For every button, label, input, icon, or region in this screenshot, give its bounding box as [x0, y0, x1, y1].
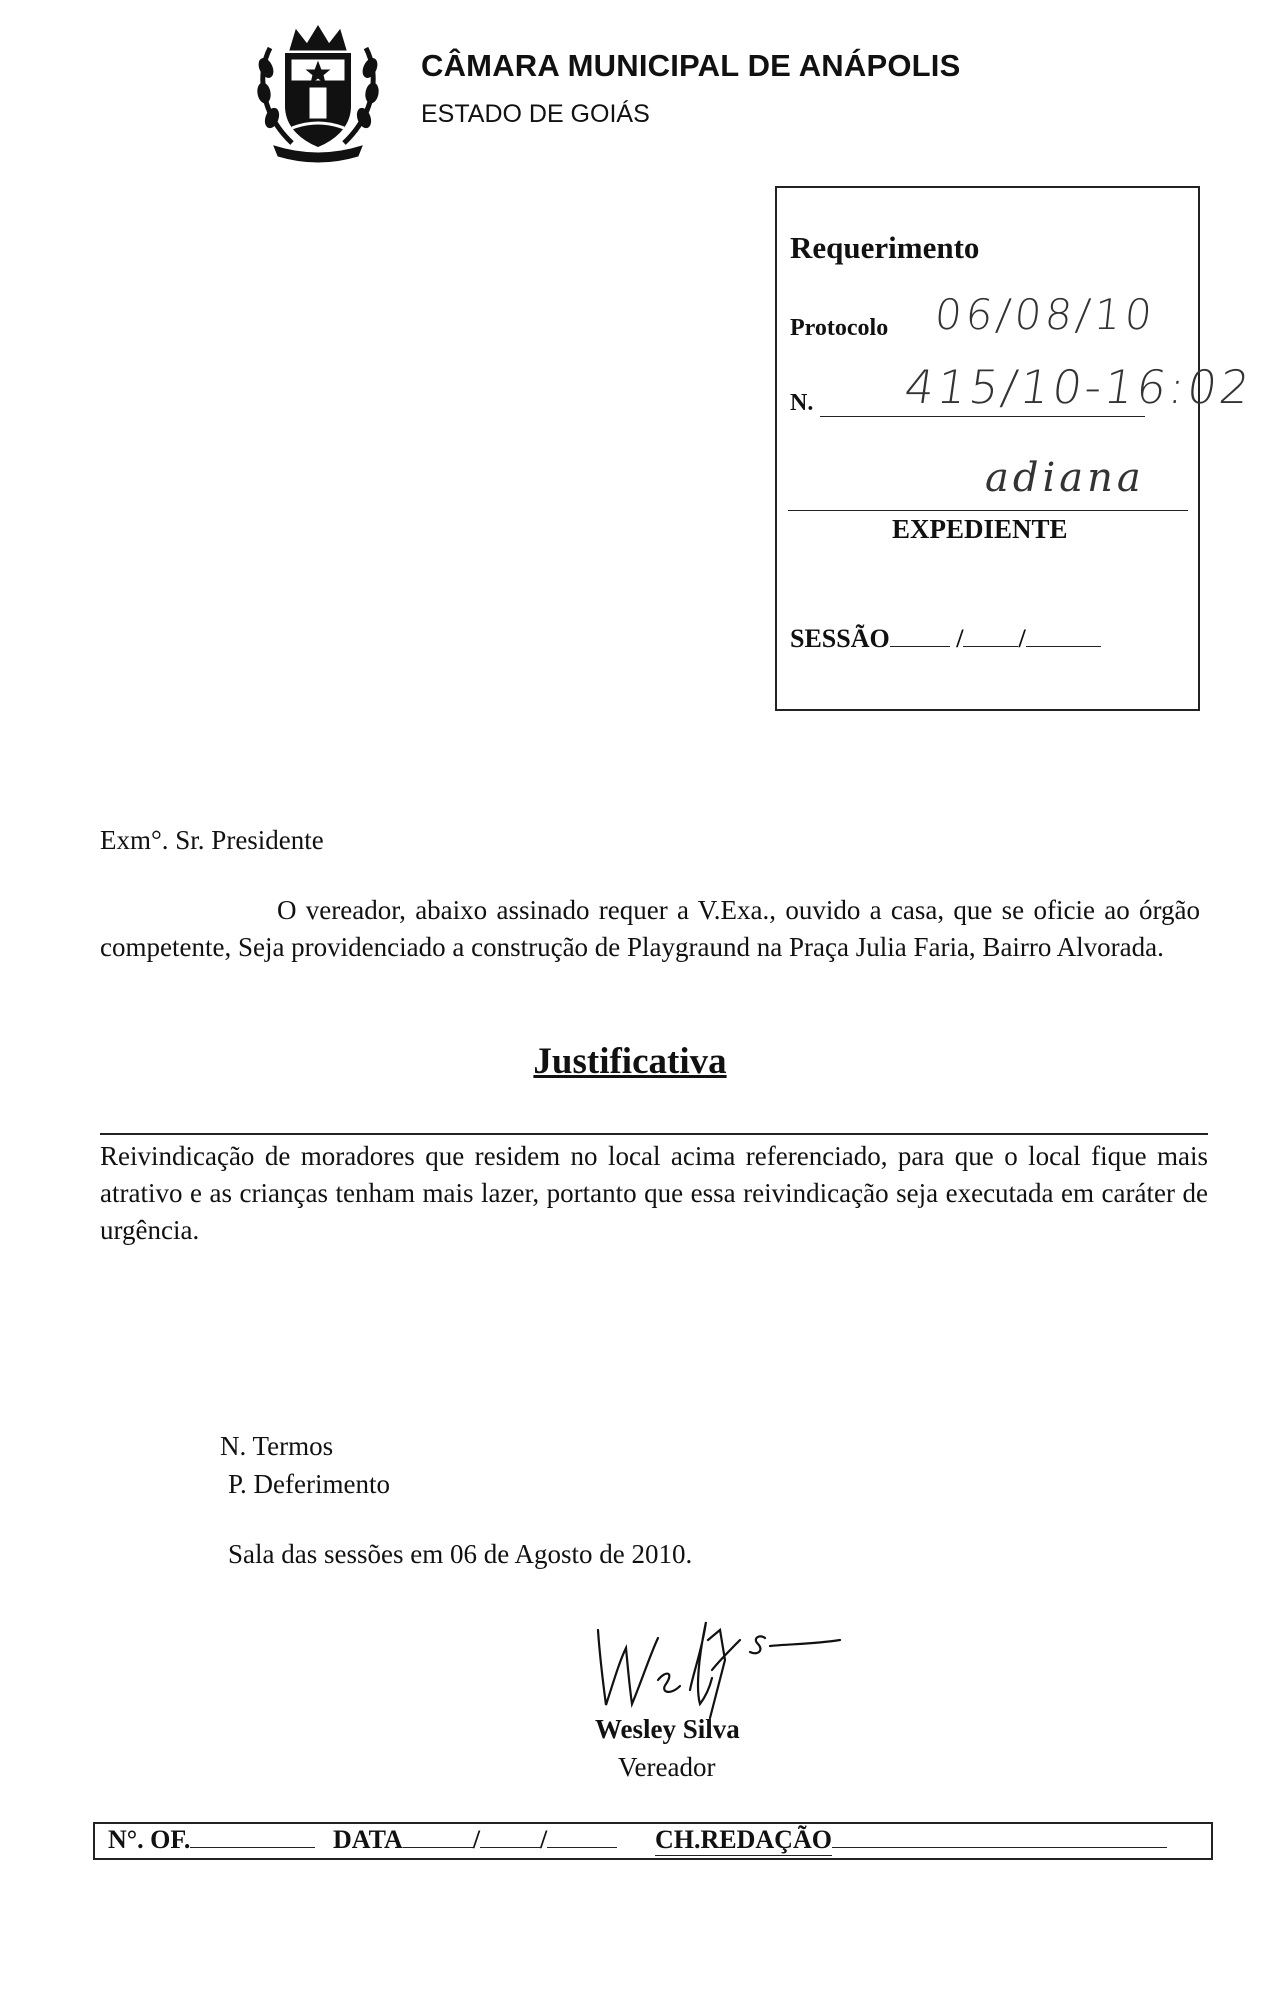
justification-rule [100, 1133, 1208, 1135]
footer-official-number [108, 1825, 315, 1855]
session-separator: / [956, 624, 964, 653]
institution-state: ESTADO DE GOIÁS [421, 100, 650, 128]
protocol-label: Protocolo [790, 315, 889, 341]
signer-name: Wesley Silva [595, 1714, 740, 1744]
protocol-date-handwritten: 06/08/10 [932, 290, 1159, 339]
institution-name: CÂMARA MUNICIPAL DE ANÁPOLIS [421, 48, 961, 83]
place-and-date: Sala das sessões em 06 de Agosto de 2010. [228, 1539, 693, 1569]
protocol-box-title: Requerimento [790, 230, 980, 265]
closing-terms: N. Termos [220, 1431, 334, 1461]
number-label: N. [790, 390, 814, 416]
number-underline [820, 416, 1145, 417]
footer-number-label: N°. OF. [108, 1825, 191, 1854]
footer-date-separator: / [540, 1825, 548, 1854]
salutation: Exm°. Sr. Presidente [100, 825, 324, 855]
municipal-crest-logo [252, 18, 384, 163]
session-field [790, 624, 1101, 654]
footer-ch-label: CH.REDAÇÃO [655, 1825, 832, 1854]
signer-role: Vereador [618, 1752, 716, 1782]
justification-title: Justificativa [533, 1041, 727, 1082]
footer-date-label: DATA [333, 1825, 403, 1854]
receiver-initials-handwritten: adiana [985, 455, 1145, 501]
expediente-label: EXPEDIENTE [892, 514, 1068, 544]
footer-ch-redacao [655, 1825, 1167, 1856]
justification-paragraph: Reivindicação de moradores que residem no local acima referenciado, para que o local fique mais atrativo e as crianças tenham mais lazer, portanto que essa reivindicação seja executada em caráter de urgência. [100, 1141, 1208, 1245]
footer-date-separator: / [472, 1825, 481, 1854]
request-text: O vereador, abaixo assinado requer a V.Exa., ouvido a casa, que se oficie ao órgão competente, Seja providenciado a construção de Playgraund na Praça Julia Faria, Bairro Alvorada. [100, 895, 1200, 962]
session-separator: / [1018, 624, 1026, 653]
request-paragraph [100, 892, 1200, 966]
footer-date [333, 1825, 617, 1855]
number-handwritten: 415/10-16:02 [901, 360, 1256, 414]
closing-deferment: P. Deferimento [228, 1469, 390, 1499]
session-label: SESSÃO [790, 624, 890, 653]
receiver-signature-line [788, 510, 1188, 511]
